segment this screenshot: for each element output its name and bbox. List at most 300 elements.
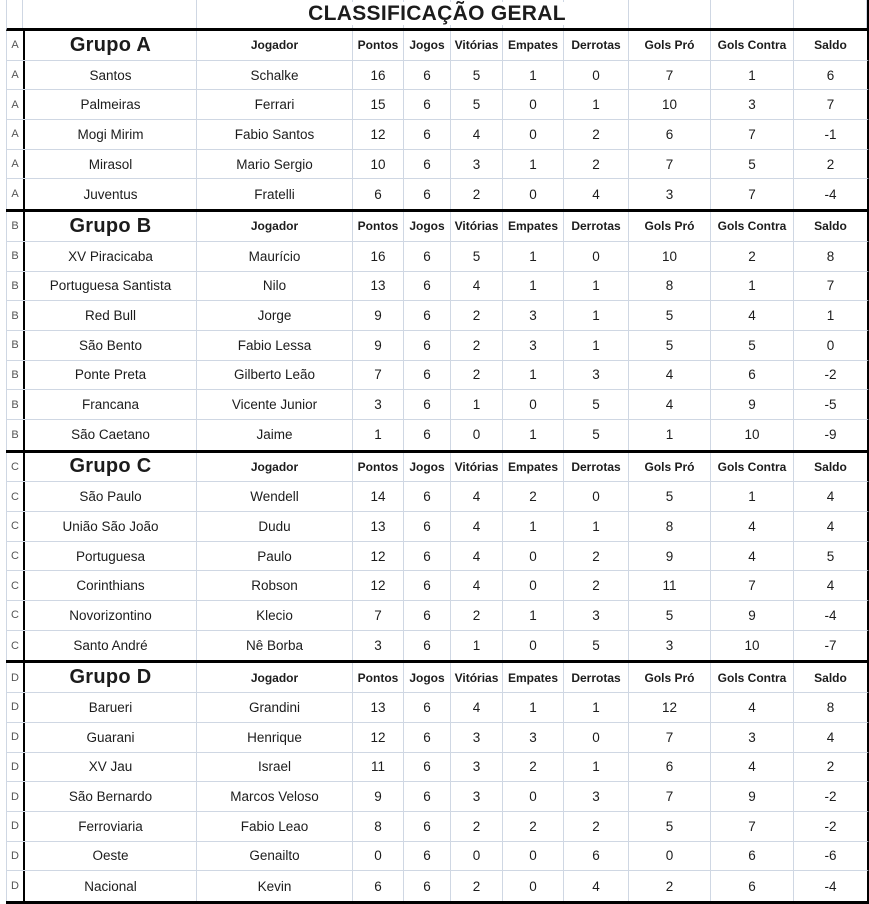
row-group-letter[interactable]: B <box>11 398 19 411</box>
column-header-jogador[interactable]: Jogador <box>197 453 353 482</box>
cell-derrotas[interactable]: 2 <box>564 812 629 841</box>
column-header-empates[interactable]: Empates <box>503 31 564 60</box>
cell-derrotas[interactable]: 3 <box>564 601 629 630</box>
cell-jogos[interactable]: 6 <box>404 390 451 419</box>
cell-vitorias[interactable]: 4 <box>451 571 503 600</box>
cell-empates[interactable]: 0 <box>503 871 564 901</box>
cell-team[interactable]: Francana <box>23 390 197 419</box>
cell-vitorias[interactable]: 2 <box>451 601 503 630</box>
column-header-derrotas[interactable]: Derrotas <box>564 31 629 60</box>
cell-player[interactable]: Nê Borba <box>197 631 353 661</box>
cell-empates[interactable]: 1 <box>503 61 564 90</box>
cell-saldo[interactable]: -2 <box>824 789 837 805</box>
cell-saldo[interactable]: 4 <box>826 518 835 534</box>
cell-saldo[interactable]: -9 <box>824 427 837 443</box>
column-header-gols-contra[interactable]: Gols Contra <box>711 212 794 241</box>
cell-pontos[interactable]: 12 <box>353 120 404 149</box>
cell-jogos[interactable]: 6 <box>404 693 451 722</box>
column-header-jogador[interactable]: Jogador <box>197 212 353 241</box>
row-group-letter[interactable]: D <box>11 790 19 803</box>
cell-empates[interactable]: 0 <box>503 631 564 661</box>
cell-gols-pro[interactable]: 10 <box>629 242 711 271</box>
row-group-letter[interactable]: D <box>11 731 19 744</box>
cell-vitorias[interactable]: 5 <box>451 90 503 119</box>
cell-empates[interactable]: 0 <box>503 842 564 871</box>
column-header-empates[interactable]: Empates <box>503 212 564 241</box>
column-header-derrotas[interactable]: Derrotas <box>564 212 629 241</box>
cell-jogos[interactable]: 6 <box>404 179 451 209</box>
cell-team[interactable]: Mirasol <box>23 150 197 179</box>
cell-saldo[interactable]: -2 <box>824 818 837 834</box>
cell-gols-contra[interactable]: 9 <box>711 390 794 419</box>
cell-derrotas[interactable]: 0 <box>564 242 629 271</box>
cell-derrotas[interactable]: 1 <box>564 272 629 301</box>
cell-gols-pro[interactable]: 11 <box>629 571 711 600</box>
column-header-derrotas[interactable]: Derrotas <box>564 663 629 692</box>
cell-vitorias[interactable]: 4 <box>451 120 503 149</box>
cell-saldo[interactable]: 4 <box>826 578 835 594</box>
cell-empates[interactable]: 1 <box>503 512 564 541</box>
column-header-vitorias[interactable]: Vitórias <box>451 663 503 692</box>
cell-empates[interactable]: 1 <box>503 272 564 301</box>
cell-gols-contra[interactable]: 6 <box>711 842 794 871</box>
cell-player[interactable]: Genailto <box>197 842 353 871</box>
cell-vitorias[interactable]: 2 <box>451 361 503 390</box>
cell-gols-contra[interactable]: 1 <box>711 482 794 511</box>
cell-saldo[interactable]: 4 <box>826 729 835 745</box>
row-group-letter[interactable]: A <box>11 128 19 141</box>
column-header-jogador[interactable]: Jogador <box>197 31 353 60</box>
column-header-jogos[interactable]: Jogos <box>404 453 451 482</box>
cell-vitorias[interactable]: 5 <box>451 61 503 90</box>
cell-vitorias[interactable]: 2 <box>451 331 503 360</box>
cell-gols-pro[interactable]: 4 <box>629 361 711 390</box>
group-letter[interactable]: A <box>11 39 19 52</box>
cell-saldo[interactable]: 0 <box>826 337 835 353</box>
cell-gols-contra[interactable]: 5 <box>711 331 794 360</box>
cell-jogos[interactable]: 6 <box>404 631 451 661</box>
cell-gols-contra[interactable]: 7 <box>711 120 794 149</box>
cell-empates[interactable]: 0 <box>503 571 564 600</box>
cell-pontos[interactable]: 13 <box>353 693 404 722</box>
cell-jogos[interactable]: 6 <box>404 420 451 450</box>
cell-player[interactable]: Fratelli <box>197 179 353 209</box>
cell-jogos[interactable]: 6 <box>404 571 451 600</box>
cell-vitorias[interactable]: 4 <box>451 272 503 301</box>
cell-gols-contra[interactable]: 4 <box>711 512 794 541</box>
cell-derrotas[interactable]: 1 <box>564 753 629 782</box>
cell-jogos[interactable]: 6 <box>404 120 451 149</box>
cell-derrotas[interactable]: 2 <box>564 571 629 600</box>
cell-pontos[interactable]: 9 <box>353 782 404 811</box>
column-header-derrotas[interactable]: Derrotas <box>564 453 629 482</box>
cell-player[interactable]: Fabio Leao <box>197 812 353 841</box>
cell-jogos[interactable]: 6 <box>404 272 451 301</box>
cell-empates[interactable]: 1 <box>503 242 564 271</box>
cell-pontos[interactable]: 7 <box>353 361 404 390</box>
cell-vitorias[interactable]: 0 <box>451 420 503 450</box>
cell-vitorias[interactable]: 2 <box>451 301 503 330</box>
column-header-empates[interactable]: Empates <box>503 453 564 482</box>
row-group-letter[interactable]: C <box>11 609 19 622</box>
row-group-letter[interactable]: B <box>11 339 19 352</box>
row-group-letter[interactable]: D <box>11 701 19 714</box>
cell-vitorias[interactable]: 4 <box>451 693 503 722</box>
cell-gols-contra[interactable]: 9 <box>711 782 794 811</box>
cell-derrotas[interactable]: 0 <box>564 482 629 511</box>
cell-derrotas[interactable]: 4 <box>564 871 629 901</box>
cell-gols-contra[interactable]: 7 <box>711 179 794 209</box>
row-group-letter[interactable]: A <box>11 188 19 201</box>
cell-saldo[interactable]: -1 <box>824 126 837 142</box>
column-header-pontos[interactable]: Pontos <box>353 663 404 692</box>
cell-jogos[interactable]: 6 <box>404 150 451 179</box>
cell-empates[interactable]: 2 <box>503 753 564 782</box>
cell-pontos[interactable]: 16 <box>353 242 404 271</box>
cell-team[interactable]: Novorizontino <box>23 601 197 630</box>
cell-player[interactable]: Fabio Santos <box>197 120 353 149</box>
cell-empates[interactable]: 1 <box>503 150 564 179</box>
cell-team[interactable]: Corinthians <box>23 571 197 600</box>
cell-jogos[interactable]: 6 <box>404 482 451 511</box>
cell-jogos[interactable]: 6 <box>404 61 451 90</box>
column-header-gols-pro[interactable]: Gols Pró <box>629 663 711 692</box>
cell-gols-pro[interactable]: 7 <box>629 61 711 90</box>
cell-saldo[interactable]: 7 <box>826 97 835 113</box>
cell-vitorias[interactable]: 3 <box>451 723 503 752</box>
column-header-vitorias[interactable]: Vitórias <box>451 453 503 482</box>
cell-gols-pro[interactable]: 8 <box>629 512 711 541</box>
row-group-letter[interactable]: A <box>11 98 19 111</box>
cell-gols-pro[interactable]: 5 <box>629 812 711 841</box>
cell-gols-pro[interactable]: 7 <box>629 782 711 811</box>
cell-team[interactable]: Ponte Preta <box>23 361 197 390</box>
cell-team[interactable]: Santo André <box>23 631 197 661</box>
cell-derrotas[interactable]: 1 <box>564 90 629 119</box>
cell-pontos[interactable]: 13 <box>353 512 404 541</box>
cell-derrotas[interactable]: 1 <box>564 331 629 360</box>
cell-vitorias[interactable]: 4 <box>451 542 503 571</box>
row-group-letter[interactable]: C <box>11 520 19 533</box>
cell-pontos[interactable]: 12 <box>353 723 404 752</box>
cell-team[interactable]: União São João <box>23 512 197 541</box>
cell-player[interactable]: Israel <box>197 753 353 782</box>
cell-empates[interactable]: 2 <box>503 482 564 511</box>
cell-jogos[interactable]: 6 <box>404 782 451 811</box>
cell-pontos[interactable]: 6 <box>353 179 404 209</box>
group-letter[interactable]: B <box>11 220 19 233</box>
cell-pontos[interactable]: 9 <box>353 301 404 330</box>
row-group-letter[interactable]: A <box>11 158 19 171</box>
cell-pontos[interactable]: 8 <box>353 812 404 841</box>
cell-player[interactable]: Maurício <box>197 242 353 271</box>
cell-empates[interactable]: 1 <box>503 601 564 630</box>
cell-derrotas[interactable]: 5 <box>564 390 629 419</box>
cell-saldo[interactable]: 8 <box>826 699 835 715</box>
cell-jogos[interactable]: 6 <box>404 812 451 841</box>
cell-team[interactable]: São Paulo <box>23 482 197 511</box>
group-title[interactable]: Grupo B <box>23 212 197 241</box>
cell-saldo[interactable]: 2 <box>826 156 835 172</box>
row-group-letter[interactable]: C <box>11 579 19 592</box>
cell-jogos[interactable]: 6 <box>404 723 451 752</box>
cell-derrotas[interactable]: 3 <box>564 782 629 811</box>
column-header-pontos[interactable]: Pontos <box>353 453 404 482</box>
cell-pontos[interactable]: 11 <box>353 753 404 782</box>
cell-gols-contra[interactable]: 2 <box>711 242 794 271</box>
column-header-saldo[interactable]: Saldo <box>814 459 847 474</box>
cell-gols-pro[interactable]: 9 <box>629 542 711 571</box>
cell-gols-pro[interactable]: 8 <box>629 272 711 301</box>
column-header-vitorias[interactable]: Vitórias <box>451 212 503 241</box>
cell-gols-contra[interactable]: 3 <box>711 723 794 752</box>
row-group-letter[interactable]: B <box>11 368 19 381</box>
column-header-empates[interactable]: Empates <box>503 663 564 692</box>
cell-player[interactable]: Nilo <box>197 272 353 301</box>
cell-derrotas[interactable]: 5 <box>564 631 629 661</box>
cell-team[interactable]: Barueri <box>23 693 197 722</box>
cell-derrotas[interactable]: 2 <box>564 542 629 571</box>
cell-empates[interactable]: 3 <box>503 723 564 752</box>
row-group-letter[interactable]: B <box>11 250 19 263</box>
cell-team[interactable]: São Bento <box>23 331 197 360</box>
group-letter[interactable]: C <box>11 460 19 473</box>
cell-gols-pro[interactable]: 7 <box>629 723 711 752</box>
cell-team[interactable]: Mogi Mirim <box>23 120 197 149</box>
row-group-letter[interactable]: D <box>11 880 19 893</box>
cell-gols-contra[interactable]: 5 <box>711 150 794 179</box>
cell-empates[interactable]: 2 <box>503 812 564 841</box>
cell-team[interactable]: Guarani <box>23 723 197 752</box>
cell-player[interactable]: Dudu <box>197 512 353 541</box>
cell-team[interactable]: Red Bull <box>23 301 197 330</box>
cell-vitorias[interactable]: 1 <box>451 631 503 661</box>
cell-derrotas[interactable]: 0 <box>564 61 629 90</box>
cell-gols-contra[interactable]: 7 <box>711 812 794 841</box>
cell-gols-pro[interactable]: 5 <box>629 301 711 330</box>
cell-empates[interactable]: 1 <box>503 361 564 390</box>
cell-team[interactable]: São Bernardo <box>23 782 197 811</box>
cell-gols-contra[interactable]: 6 <box>711 871 794 901</box>
cell-gols-pro[interactable]: 7 <box>629 150 711 179</box>
cell-gols-contra[interactable]: 4 <box>711 753 794 782</box>
cell-derrotas[interactable]: 1 <box>564 301 629 330</box>
row-group-letter[interactable]: C <box>11 490 19 503</box>
cell-vitorias[interactable]: 2 <box>451 812 503 841</box>
cell-derrotas[interactable]: 1 <box>564 512 629 541</box>
cell-player[interactable]: Klecio <box>197 601 353 630</box>
cell-vitorias[interactable]: 3 <box>451 782 503 811</box>
cell-gols-contra[interactable]: 4 <box>711 301 794 330</box>
column-header-vitorias[interactable]: Vitórias <box>451 31 503 60</box>
cell-team[interactable]: XV Jau <box>23 753 197 782</box>
cell-derrotas[interactable]: 0 <box>564 723 629 752</box>
cell-empates[interactable]: 1 <box>503 420 564 450</box>
cell-gols-pro[interactable]: 6 <box>629 753 711 782</box>
cell-jogos[interactable]: 6 <box>404 512 451 541</box>
cell-vitorias[interactable]: 2 <box>451 179 503 209</box>
column-header-saldo[interactable]: Saldo <box>814 38 847 53</box>
row-group-letter[interactable]: C <box>11 639 19 652</box>
cell-team[interactable]: São Caetano <box>23 420 197 450</box>
cell-jogos[interactable]: 6 <box>404 842 451 871</box>
cell-player[interactable]: Jorge <box>197 301 353 330</box>
column-header-jogos[interactable]: Jogos <box>404 31 451 60</box>
row-group-letter[interactable]: B <box>11 279 19 292</box>
group-letter[interactable]: D <box>11 671 19 684</box>
cell-team[interactable]: Oeste <box>23 842 197 871</box>
cell-gols-pro[interactable]: 0 <box>629 842 711 871</box>
column-header-gols-pro[interactable]: Gols Pró <box>629 212 711 241</box>
cell-gols-pro[interactable]: 1 <box>629 420 711 450</box>
cell-saldo[interactable]: 4 <box>826 489 835 505</box>
cell-player[interactable]: Kevin <box>197 871 353 901</box>
cell-empates[interactable]: 0 <box>503 390 564 419</box>
cell-gols-pro[interactable]: 5 <box>629 601 711 630</box>
cell-saldo[interactable]: -4 <box>824 607 837 623</box>
cell-jogos[interactable]: 6 <box>404 361 451 390</box>
cell-player[interactable]: Robson <box>197 571 353 600</box>
cell-gols-pro[interactable]: 4 <box>629 390 711 419</box>
row-group-letter[interactable]: D <box>11 849 19 862</box>
group-title[interactable]: Grupo D <box>23 663 197 692</box>
row-group-letter[interactable]: B <box>11 309 19 322</box>
cell-saldo[interactable]: 7 <box>826 278 835 294</box>
cell-pontos[interactable]: 3 <box>353 631 404 661</box>
column-header-jogador[interactable]: Jogador <box>197 663 353 692</box>
cell-pontos[interactable]: 1 <box>353 420 404 450</box>
cell-gols-contra[interactable]: 3 <box>711 90 794 119</box>
column-header-saldo[interactable]: Saldo <box>814 670 847 685</box>
cell-team[interactable]: Palmeiras <box>23 90 197 119</box>
cell-empates[interactable]: 0 <box>503 120 564 149</box>
row-group-letter[interactable]: D <box>11 760 19 773</box>
cell-player[interactable]: Ferrari <box>197 90 353 119</box>
cell-jogos[interactable]: 6 <box>404 601 451 630</box>
cell-vitorias[interactable]: 1 <box>451 390 503 419</box>
cell-derrotas[interactable]: 2 <box>564 120 629 149</box>
cell-derrotas[interactable]: 3 <box>564 361 629 390</box>
cell-pontos[interactable]: 3 <box>353 390 404 419</box>
cell-saldo[interactable]: -2 <box>824 367 837 383</box>
cell-empates[interactable]: 3 <box>503 331 564 360</box>
row-group-letter[interactable]: D <box>11 820 19 833</box>
column-header-pontos[interactable]: Pontos <box>353 212 404 241</box>
cell-team[interactable]: Ferroviaria <box>23 812 197 841</box>
group-title[interactable]: Grupo C <box>23 453 197 482</box>
cell-vitorias[interactable]: 4 <box>451 512 503 541</box>
cell-derrotas[interactable]: 5 <box>564 420 629 450</box>
cell-saldo[interactable]: -4 <box>824 878 837 894</box>
cell-vitorias[interactable]: 3 <box>451 150 503 179</box>
cell-pontos[interactable]: 13 <box>353 272 404 301</box>
column-header-jogos[interactable]: Jogos <box>404 212 451 241</box>
column-header-gols-contra[interactable]: Gols Contra <box>711 663 794 692</box>
cell-pontos[interactable]: 14 <box>353 482 404 511</box>
cell-gols-pro[interactable]: 10 <box>629 90 711 119</box>
cell-vitorias[interactable]: 5 <box>451 242 503 271</box>
cell-team[interactable]: Portuguesa <box>23 542 197 571</box>
cell-gols-contra[interactable]: 10 <box>711 420 794 450</box>
cell-jogos[interactable]: 6 <box>404 542 451 571</box>
group-title[interactable]: Grupo A <box>23 31 197 60</box>
cell-saldo[interactable]: 8 <box>826 248 835 264</box>
cell-pontos[interactable]: 12 <box>353 542 404 571</box>
cell-jogos[interactable]: 6 <box>404 90 451 119</box>
column-header-pontos[interactable]: Pontos <box>353 31 404 60</box>
cell-empates[interactable]: 3 <box>503 301 564 330</box>
cell-pontos[interactable]: 16 <box>353 61 404 90</box>
cell-gols-pro[interactable]: 6 <box>629 120 711 149</box>
cell-jogos[interactable]: 6 <box>404 871 451 901</box>
cell-pontos[interactable]: 9 <box>353 331 404 360</box>
cell-gols-contra[interactable]: 4 <box>711 542 794 571</box>
cell-vitorias[interactable]: 2 <box>451 871 503 901</box>
cell-pontos[interactable]: 10 <box>353 150 404 179</box>
cell-derrotas[interactable]: 1 <box>564 693 629 722</box>
cell-player[interactable]: Schalke <box>197 61 353 90</box>
cell-saldo[interactable]: -7 <box>824 638 837 654</box>
cell-saldo[interactable]: -5 <box>824 397 837 413</box>
column-header-saldo[interactable]: Saldo <box>814 219 847 234</box>
cell-derrotas[interactable]: 2 <box>564 150 629 179</box>
column-header-gols-pro[interactable]: Gols Pró <box>629 453 711 482</box>
cell-gols-contra[interactable]: 6 <box>711 361 794 390</box>
cell-pontos[interactable]: 15 <box>353 90 404 119</box>
cell-empates[interactable]: 0 <box>503 90 564 119</box>
cell-saldo[interactable]: -4 <box>824 186 837 202</box>
cell-pontos[interactable]: 7 <box>353 601 404 630</box>
cell-player[interactable]: Grandini <box>197 693 353 722</box>
cell-gols-pro[interactable]: 2 <box>629 871 711 901</box>
cell-saldo[interactable]: -6 <box>824 848 837 864</box>
cell-empates[interactable]: 0 <box>503 542 564 571</box>
row-group-letter[interactable]: B <box>11 428 19 441</box>
column-header-gols-contra[interactable]: Gols Contra <box>711 453 794 482</box>
column-header-gols-contra[interactable]: Gols Contra <box>711 31 794 60</box>
cell-pontos[interactable]: 6 <box>353 871 404 901</box>
cell-player[interactable]: Henrique <box>197 723 353 752</box>
cell-vitorias[interactable]: 4 <box>451 482 503 511</box>
cell-gols-contra[interactable]: 1 <box>711 61 794 90</box>
cell-gols-pro[interactable]: 5 <box>629 331 711 360</box>
cell-team[interactable]: Santos <box>23 61 197 90</box>
sheet-title[interactable]: CLASSIFICAÇÃO GERAL <box>296 2 578 25</box>
cell-gols-pro[interactable]: 5 <box>629 482 711 511</box>
cell-player[interactable]: Fabio Lessa <box>197 331 353 360</box>
cell-player[interactable]: Wendell <box>197 482 353 511</box>
cell-gols-contra[interactable]: 9 <box>711 601 794 630</box>
cell-gols-pro[interactable]: 12 <box>629 693 711 722</box>
cell-derrotas[interactable]: 4 <box>564 179 629 209</box>
row-group-letter[interactable]: C <box>11 550 19 563</box>
cell-gols-pro[interactable]: 3 <box>629 631 711 661</box>
cell-jogos[interactable]: 6 <box>404 753 451 782</box>
cell-derrotas[interactable]: 6 <box>564 842 629 871</box>
cell-player[interactable]: Vicente Junior <box>197 390 353 419</box>
column-header-jogos[interactable]: Jogos <box>404 663 451 692</box>
cell-player[interactable]: Marcos Veloso <box>197 782 353 811</box>
cell-jogos[interactable]: 6 <box>404 331 451 360</box>
cell-saldo[interactable]: 2 <box>826 759 835 775</box>
cell-pontos[interactable]: 0 <box>353 842 404 871</box>
cell-team[interactable]: XV Piracicaba <box>23 242 197 271</box>
cell-team[interactable]: Juventus <box>23 179 197 209</box>
cell-gols-contra[interactable]: 7 <box>711 571 794 600</box>
column-header-gols-pro[interactable]: Gols Pró <box>629 31 711 60</box>
cell-saldo[interactable]: 1 <box>826 308 835 324</box>
cell-gols-contra[interactable]: 4 <box>711 693 794 722</box>
